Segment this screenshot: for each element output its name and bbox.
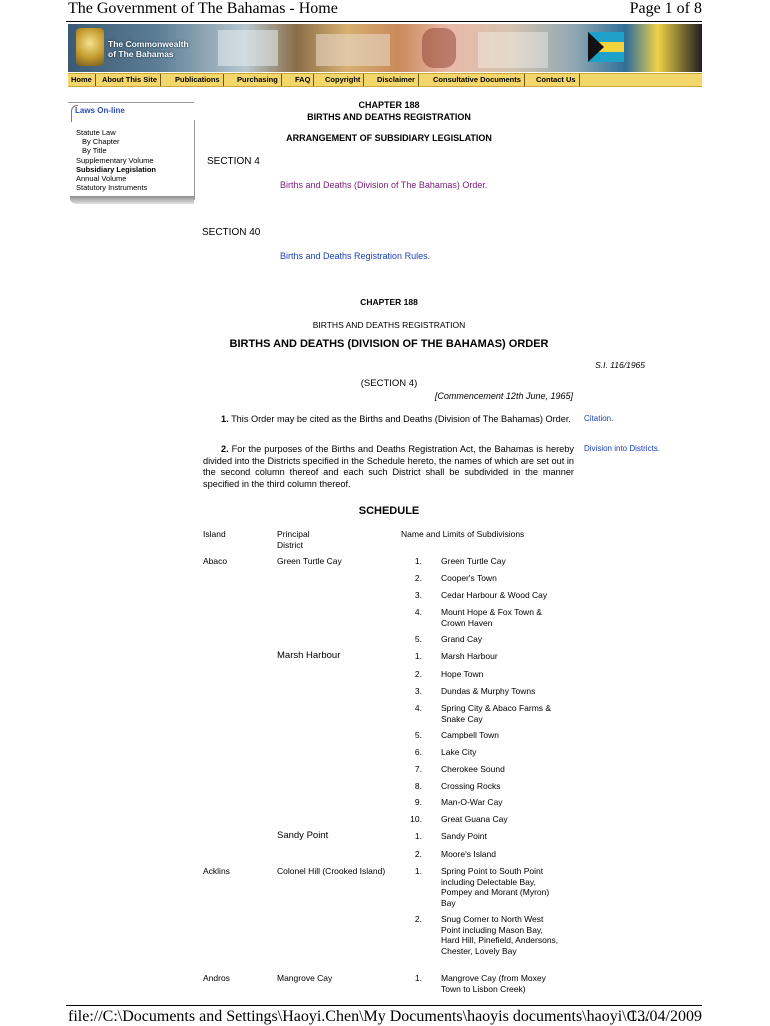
row-subdivision: Moore's Island (441, 849, 497, 859)
row-number: 6. (414, 747, 422, 757)
order-commencement: [Commencement 12th June, 1965] (434, 391, 573, 401)
row-subdivision: Green Turtle Cay (441, 556, 506, 566)
row-number: 8. (414, 781, 422, 791)
margin-note-citation[interactable]: Citation. (584, 414, 614, 423)
arrangement-heading: ARRANGEMENT OF SUBSIDIARY LEGISLATION (286, 133, 492, 143)
order-si-number: S.I. 116/1965 (595, 360, 645, 370)
paragraph-2 (203, 444, 574, 490)
schedule-title: SCHEDULE (358, 505, 420, 517)
sidebar-item-by-chapter[interactable]: By Chapter (82, 137, 120, 146)
row-number: 1. (414, 973, 422, 983)
schedule-header-subdivisions: Name and Limits of Subdivisions (401, 529, 525, 539)
section-40-label: SECTION 40 (202, 227, 261, 238)
sidebar-title[interactable]: Laws On-line (75, 106, 125, 115)
sidebar-menu (68, 120, 195, 200)
row-subdivision: Mangrove Cay (from Moxey Town to Lisbon Creek) (441, 973, 546, 994)
nav-consultative-documents[interactable]: Consultative Documents (430, 74, 525, 86)
order-title: BIRTHS AND DEATHS (DIVISION OF THE BAHAMAS) ORDER (229, 338, 549, 350)
nav-publications[interactable]: Publications (172, 74, 224, 86)
paragraph-1-number: 1. (221, 414, 229, 424)
sidebar-item-statutory-instruments[interactable]: Statutory Instruments (76, 183, 148, 192)
order-act: BIRTHS AND DEATHS REGISTRATION (312, 320, 466, 330)
footer-divider (66, 1005, 702, 1006)
row-district: Marsh Harbour (277, 650, 341, 661)
row-number: 3. (414, 590, 422, 600)
row-subdivision: Cherokee Sound (441, 764, 505, 774)
row-number: 3. (414, 686, 422, 696)
sidebar-item-statute-law[interactable]: Statute Law (76, 128, 116, 137)
print-header-page: Page 1 of 8 (629, 0, 702, 17)
row-number: 2. (414, 669, 422, 679)
row-number: 2. (414, 849, 422, 859)
row-district: Mangrove Cay (277, 973, 333, 983)
sidebar-item-subsidiary-legislation[interactable]: Subsidiary Legislation (76, 165, 157, 174)
banner-photo-police (478, 32, 548, 68)
site-banner[interactable] (68, 24, 702, 72)
row-subdivision: Dundas & Murphy Towns (441, 686, 536, 696)
row-district: Green Turtle Cay (277, 556, 342, 566)
row-subdivision: Sandy Point (441, 831, 487, 841)
row-island: Andros (203, 973, 230, 983)
banner-photo-parliament (316, 34, 390, 66)
row-subdivision: Cedar Harbour & Wood Cay (441, 590, 548, 600)
sidebar-item-supplementary-volume[interactable]: Supplementary Volume (76, 156, 154, 165)
header-divider (66, 21, 702, 22)
print-footer-path: file://C:\Documents and Settings\Haoyi.Chen\My Documents\haoyis documents\haoyi\C... (68, 1008, 650, 1025)
row-number: 7. (414, 764, 422, 774)
row-number: 1. (414, 831, 422, 841)
row-subdivision: Campbell Town (441, 730, 499, 740)
sidebar-item-by-title[interactable]: By Title (82, 146, 107, 155)
nav-contact-us[interactable]: Contact Us (533, 74, 580, 86)
row-district: Sandy Point (277, 830, 329, 841)
row-island: Abaco (203, 556, 228, 566)
row-subdivision: Mount Hope & Fox Town & Crown Haven (441, 607, 542, 628)
banner-title (108, 39, 194, 59)
row-subdivision: Lake City (441, 747, 477, 757)
main-nav (68, 73, 702, 87)
section-4-link[interactable]: Births and Deaths (Division of The Bahamas) Order. (280, 180, 488, 190)
order-section: (SECTION 4) (360, 378, 418, 389)
coat-of-arms-icon (76, 28, 104, 66)
schedule-header-district: Principal District (277, 529, 310, 550)
banner-photo-people (422, 28, 456, 68)
row-subdivision: Marsh Harbour (441, 651, 498, 661)
paragraph-1-text: This Order may be cited as the Births and Deaths (Division of The Bahamas) Order. (231, 414, 571, 424)
row-number: 5. (414, 634, 422, 644)
row-subdivision: Grand Cay (441, 634, 483, 644)
paragraph-2-text: For the purposes of the Births and Deaths Registration Act, the Bahamas is hereby divided into the Districts specified in the Schedule hereto, the names of which are set out in the second column thereof and each such District shall be subdivided in the manner specified in the third column thereof. (203, 444, 574, 489)
print-header-title: The Government of The Bahamas - Home (68, 0, 338, 17)
margin-note-division[interactable]: Division into Districts. (584, 444, 661, 453)
paragraph-1 (203, 414, 574, 426)
row-island: Acklins (203, 866, 230, 876)
banner-line-2: of The Bahamas (108, 49, 174, 59)
row-number: 1. (414, 866, 422, 876)
banner-photo-building (218, 30, 278, 66)
row-subdivision: Cooper's Town (441, 573, 497, 583)
row-subdivision: Man-O-War Cay (441, 797, 503, 807)
schedule-header-island: Island (203, 529, 226, 539)
row-number: 4. (414, 607, 422, 617)
row-number: 9. (414, 797, 422, 807)
nav-purchasing[interactable]: Purchasing (234, 74, 282, 86)
row-subdivision: Snug Corner to North West Point including Mason Bay, Hard Hill, Pinefield, Andersons, Chester, Lovely Bay (441, 914, 559, 956)
print-footer-date: 13/04/2009 (629, 1008, 702, 1025)
row-number: 2. (414, 573, 422, 583)
row-number: 5. (414, 730, 422, 740)
banner-line-1: The Commonwealth (108, 39, 189, 49)
row-number: 10. (410, 814, 422, 824)
arrangement-act: BIRTHS AND DEATHS REGISTRATION (307, 112, 471, 122)
order-chapter: CHAPTER 188 (360, 297, 418, 307)
row-number: 2. (414, 914, 422, 924)
row-district: Colonel Hill (Crooked Island) (277, 866, 386, 876)
row-subdivision: Spring City & Abaco Farms & Snake Cay (441, 703, 552, 724)
row-subdivision: Great Guana Cay (441, 814, 508, 824)
arrangement-chapter: CHAPTER 188 (358, 100, 420, 110)
sidebar-shadow (70, 196, 194, 204)
section-40-link[interactable]: Births and Deaths Registration Rules. (280, 251, 431, 261)
section-4-label: SECTION 4 (207, 156, 260, 167)
nav-disclaimer[interactable]: Disclaimer (374, 74, 419, 86)
row-subdivision: Spring Point to South Point including Delectable Bay, Pompey and Morant (Myron) Bay (441, 866, 550, 908)
nav-home[interactable]: Home (68, 74, 96, 86)
nav-about[interactable]: About This Site (99, 74, 161, 86)
nav-faq[interactable]: FAQ (292, 74, 314, 86)
nav-copyright[interactable]: Copyright (322, 74, 364, 86)
bahamas-flag-icon (588, 32, 624, 62)
row-number: 1. (414, 651, 422, 661)
row-subdivision: Crossing Rocks (441, 781, 501, 791)
row-number: 1. (414, 556, 422, 566)
row-subdivision: Hope Town (441, 669, 484, 679)
row-number: 4. (414, 703, 422, 713)
sidebar-item-annual-volume[interactable]: Annual Volume (76, 174, 127, 183)
paragraph-2-number: 2. (221, 444, 229, 454)
